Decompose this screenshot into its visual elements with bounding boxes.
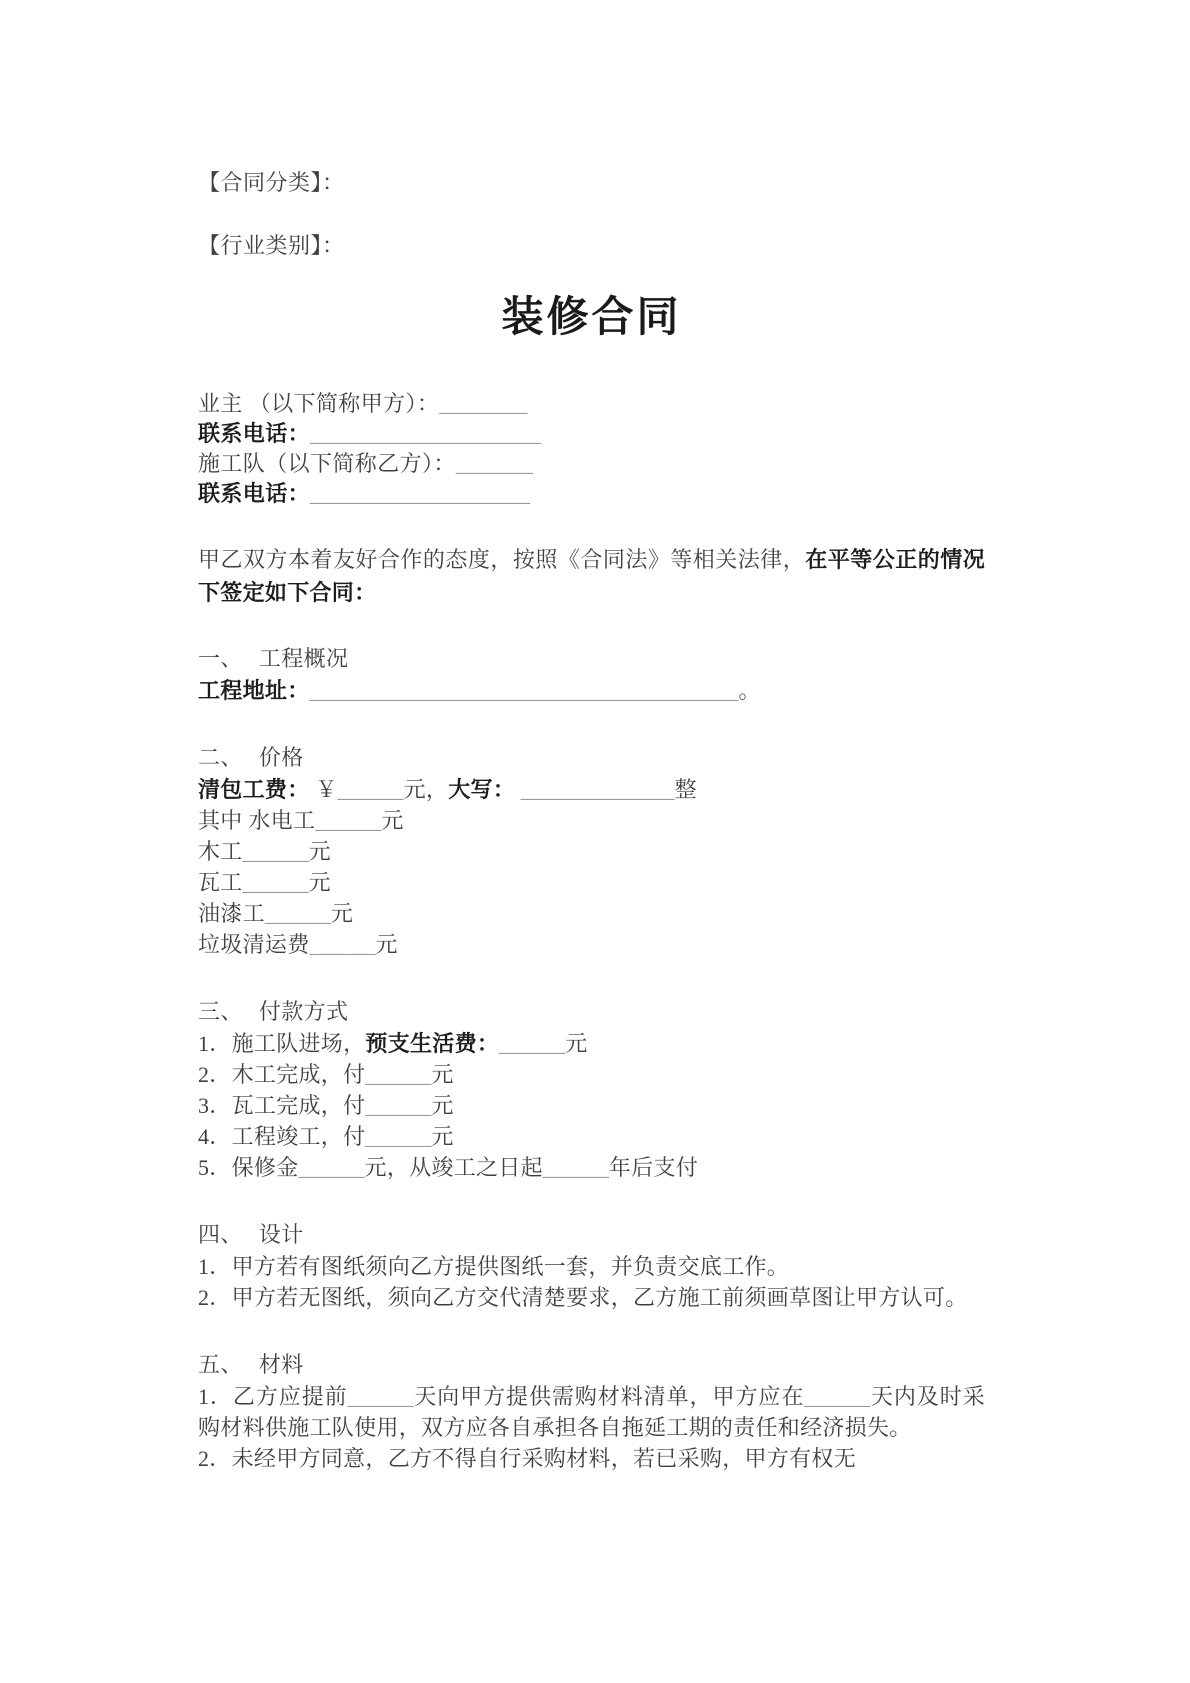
- preamble-bold-text: 在平等公正的情况下签定如下合同：: [198, 546, 986, 605]
- owner-phone-label: 联系电话：: [198, 420, 311, 446]
- owner-party-label: 业主 （以下简称甲方）：: [198, 390, 440, 416]
- owner-phone-line: [198, 419, 985, 449]
- payment-item-5-mid: 元，从竣工之日起: [364, 1154, 543, 1180]
- owner-party-line: [198, 389, 985, 419]
- masonry-blank: ______: [242, 869, 309, 895]
- payment-item-5-suffix: 年后支付: [608, 1154, 699, 1180]
- amount-in-words-label: 大写：: [448, 776, 516, 802]
- materials-item-1-mid: 天向甲方提供需购材料清单，甲方应在: [413, 1383, 805, 1409]
- plumbing-electrical-item: [198, 805, 985, 836]
- section-name: 设计: [258, 1221, 304, 1247]
- preamble-paragraph: [198, 543, 985, 609]
- payment-item-1: [198, 1028, 985, 1059]
- masonry-item: [198, 867, 985, 898]
- section-payment-terms: [198, 996, 985, 1183]
- section-design: [198, 1219, 985, 1313]
- painting-label: 油漆工: [198, 900, 265, 926]
- plumbing-electrical-label: 其中 水电工: [198, 807, 316, 833]
- labor-fee-currency: ￥: [309, 776, 338, 802]
- materials-item-2: 2．未经甲方同意，乙方不得自行采购材料，若已采购，甲方有权无: [198, 1445, 857, 1471]
- section-heading: [198, 1219, 985, 1251]
- section-project-overview: [198, 643, 985, 706]
- carpentry-item: [198, 836, 985, 867]
- section-materials: [198, 1349, 985, 1474]
- payment-item-1-unit: 元: [565, 1030, 588, 1056]
- payment-item-3-blank: ______: [365, 1092, 432, 1118]
- masonry-unit: 元: [308, 869, 331, 895]
- section-name: 材料: [258, 1351, 304, 1377]
- section-number: 三、: [198, 998, 243, 1024]
- painting-unit: 元: [330, 900, 354, 926]
- carpentry-blank: ______: [242, 838, 309, 864]
- warranty-years-blank: ______: [542, 1154, 609, 1180]
- section-heading: [198, 996, 985, 1028]
- waste-removal-label: 垃圾清运费: [198, 931, 310, 957]
- payment-item-2: [198, 1059, 985, 1090]
- payment-item-1-text: 1．施工队进场，: [198, 1030, 366, 1056]
- payment-item-4-unit: 元: [431, 1123, 454, 1149]
- section-number: 五、: [198, 1351, 243, 1377]
- payment-item-5-text: 5．保修金: [198, 1154, 299, 1180]
- payment-item-3-unit: 元: [431, 1092, 454, 1118]
- labor-fee-unit: 元，: [403, 776, 449, 802]
- payment-item-4: [198, 1121, 985, 1152]
- section-heading: [198, 1349, 985, 1381]
- plumbing-electrical-blank: ______: [315, 807, 382, 833]
- contractor-phone-line: [198, 479, 985, 509]
- carpentry-unit: 元: [308, 838, 331, 864]
- labor-fee-label: 清包工费：: [198, 776, 310, 802]
- contract-category-label: 【合同分类】：: [198, 170, 345, 195]
- plumbing-electrical-unit: 元: [381, 807, 404, 833]
- materials-item-1-text: 1．乙方应提前: [198, 1383, 348, 1409]
- carpentry-label: 木工: [198, 838, 243, 864]
- advance-living-fee-label: 预支生活费：: [365, 1030, 500, 1056]
- owner-party-blank: ________: [439, 390, 528, 416]
- design-item-1: 1．甲方若有图纸须向乙方提供图纸一套，并负责交底工作。: [198, 1253, 790, 1279]
- contractor-party-label: 施工队（以下简称乙方）：: [198, 450, 456, 476]
- section-number: 四、: [198, 1221, 243, 1247]
- contractor-phone-blank: ____________________: [310, 480, 531, 506]
- section-heading: [198, 643, 985, 675]
- materials-item-1: [198, 1381, 985, 1443]
- waste-removal-blank: ______: [309, 931, 376, 957]
- materials-days-blank: ______: [347, 1383, 414, 1409]
- warranty-amount-blank: ______: [298, 1154, 365, 1180]
- payment-item-2-blank: ______: [365, 1061, 432, 1087]
- section-name: 付款方式: [258, 998, 349, 1024]
- payment-item-2-unit: 元: [431, 1061, 454, 1087]
- owner-phone-blank: _____________________: [310, 420, 542, 446]
- contractor-party-blank: _______: [455, 450, 533, 476]
- project-address-blank: _______________________________________: [309, 677, 739, 703]
- painting-item: [198, 898, 985, 929]
- payment-item-3-text: 3．瓦工完成，付: [198, 1092, 366, 1118]
- payment-item-4-text: 4．工程竣工，付: [198, 1123, 366, 1149]
- waste-removal-item: [198, 929, 985, 960]
- materials-item-1-suffix: 天内及时采购材料供施工队使用，双方应各自承担各自拖延工期的责任和经济损失。: [198, 1383, 985, 1440]
- project-address-period: 。: [738, 677, 761, 703]
- amount-in-words-suffix: 整: [674, 776, 697, 802]
- payment-item-3: [198, 1090, 985, 1121]
- painting-blank: ______: [264, 900, 331, 926]
- party-information-block: [198, 389, 985, 509]
- section-name: 价格: [258, 744, 304, 770]
- section-number: 一、: [198, 645, 243, 671]
- amount-in-words-blank: ______________: [515, 776, 675, 802]
- payment-item-4-blank: ______: [365, 1123, 432, 1149]
- labor-fee-blank: ______: [337, 776, 404, 802]
- section-price: [198, 742, 985, 960]
- project-address-item: [198, 675, 985, 706]
- payment-item-5: [198, 1152, 985, 1183]
- section-name: 工程概况: [258, 645, 349, 671]
- masonry-label: 瓦工: [198, 869, 243, 895]
- industry-category-label: 【行业类别】：: [198, 233, 345, 259]
- payment-item-1-blank: ______: [499, 1030, 566, 1056]
- payment-item-2-text: 2．木工完成，付: [198, 1061, 366, 1087]
- contract-meta-block: [198, 170, 985, 259]
- design-item-2: 2．甲方若无图纸，须向乙方交代清楚要求，乙方施工前须画草图让甲方认可。: [198, 1284, 968, 1310]
- purchase-days-blank: ______: [804, 1383, 871, 1409]
- page-title: 装修合同: [501, 294, 682, 341]
- section-heading: [198, 742, 985, 774]
- waste-removal-unit: 元: [375, 931, 398, 957]
- preamble-normal-text: 甲乙双方本着友好合作的态度，按照《合同法》等相关法律，: [198, 546, 806, 572]
- contractor-phone-label: 联系电话：: [198, 480, 311, 506]
- section-number: 二、: [198, 744, 243, 770]
- contractor-party-line: [198, 449, 985, 479]
- labor-fee-item: [198, 774, 985, 805]
- project-address-label: 工程地址：: [198, 677, 310, 703]
